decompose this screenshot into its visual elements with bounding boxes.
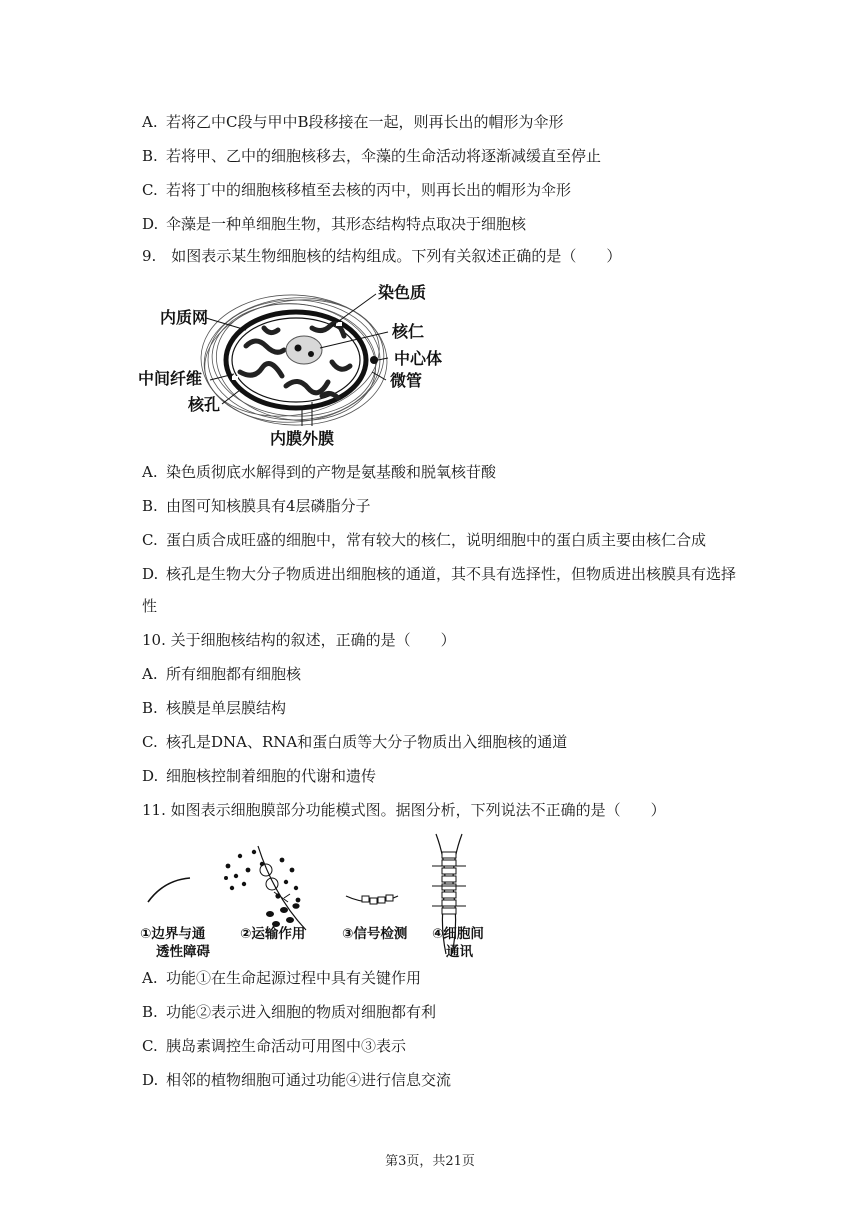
label-er: 内质网	[160, 308, 209, 327]
label-centrosome: 中心体	[394, 349, 443, 368]
q9-option-d: D. 核孔是生物大分子物质进出细胞核的通道，其不具有选择性，但物质进出核膜具有选择	[142, 565, 737, 583]
label-microtubule: 微管	[390, 371, 423, 390]
receptor-beads	[362, 895, 393, 904]
junction-channels	[442, 852, 456, 914]
q9-option-d-continued: 性	[142, 597, 158, 615]
label-membranes: 内膜外膜	[270, 429, 335, 448]
boundary-curve	[148, 878, 190, 902]
q10-option-a: A. 所有细胞都有细胞核	[142, 665, 302, 683]
label-func2: ②运输作用	[240, 926, 306, 942]
q8-option-d: D. 伞藻是一种单细胞生物，其形态结构特点取决于细胞核	[142, 215, 527, 233]
label-nuclear-pore: 核孔	[188, 395, 221, 414]
centrosome	[370, 356, 378, 364]
q9-option-a: A. 染色质彻底水解得到的产物是氨基酸和脱氧核苷酸	[142, 463, 497, 481]
q11-option-d: D. 相邻的植物细胞可通过功能④进行信息交流	[142, 1071, 452, 1089]
q10-option-c: C. 核孔是DNA、RNA和蛋白质等大分子物质出入细胞核的通道	[142, 733, 568, 751]
nucleolus	[286, 336, 322, 364]
transport-dots	[224, 850, 300, 927]
q8-option-b: B. 若将甲、乙中的细胞核移去，伞藻的生命活动将逐渐减缓直至停止	[142, 147, 602, 165]
page-footer: 第3页，共21页	[385, 1154, 475, 1169]
label-func1-line1: ①边界与通	[140, 926, 206, 942]
q11-stem: 11. 如图表示细胞膜部分功能模式图。据图分析，下列说法不正确的是（ ）	[142, 801, 666, 819]
q11-option-a: A. 功能①在生命起源过程中具有关键作用	[142, 969, 422, 987]
q8-option-a: A. 若将乙中C段与甲中B段移接在一起，则再长出的帽形为伞形	[142, 113, 564, 131]
q9-option-c: C. 蛋白质合成旺盛的细胞中，常有较大的核仁，说明细胞中的蛋白质主要由核仁合成	[142, 531, 707, 549]
label-func4-line1: ④细胞间	[432, 926, 484, 942]
q10-option-b: B. 核膜是单层膜结构	[142, 699, 287, 717]
label-func1-line2: 透性障碍	[156, 944, 210, 960]
q9-option-b: B. 由图可知核膜具有4层磷脂分子	[142, 497, 371, 515]
q11-option-c: C. 胰岛素调控生命活动可用图中③表示	[142, 1037, 407, 1055]
q10-stem: 10. 关于细胞核结构的叙述，正确的是（ ）	[142, 631, 456, 649]
label-func3: ③信号检测	[342, 926, 408, 942]
label-nucleolus: 核仁	[392, 322, 425, 341]
membrane-function-figure	[136, 826, 506, 960]
q10-option-d: D. 细胞核控制着细胞的代谢和遗传	[142, 767, 377, 785]
nucleus-structure-figure	[136, 276, 456, 452]
q9-stem: 9. 如图表示某生物细胞核的结构组成。下列有关叙述正确的是（ ）	[142, 247, 622, 265]
label-chromatin: 染色质	[378, 283, 427, 302]
q11-option-b: B. 功能②表示进入细胞的物质对细胞都有利	[142, 1003, 437, 1021]
label-func4-line2: 通讯	[446, 944, 473, 960]
label-intermediate-fiber: 中间纤维	[138, 369, 203, 388]
q8-option-c: C. 若将丁中的细胞核移植至去核的丙中，则再长出的帽形为伞形	[142, 181, 572, 199]
